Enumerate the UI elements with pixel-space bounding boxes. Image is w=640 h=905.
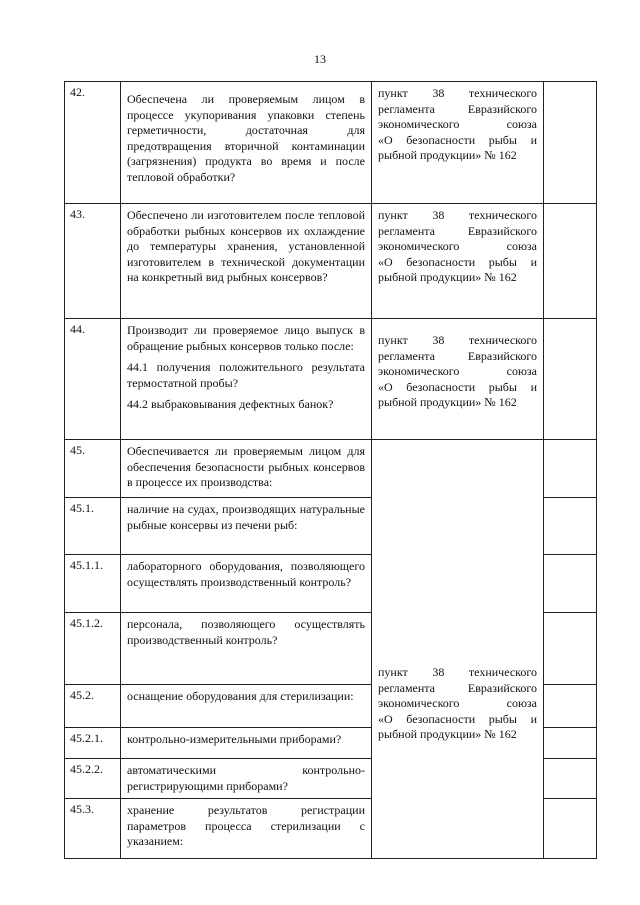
question-text: персонала, позволяющего осуществлять производственный контроль? bbox=[127, 617, 365, 647]
row-number-cell bbox=[65, 319, 121, 440]
table-row bbox=[65, 204, 597, 319]
row-number: 43. bbox=[70, 207, 85, 221]
reference-line: регламента Евразийского bbox=[378, 101, 537, 116]
question-cell bbox=[121, 759, 372, 799]
reference-cell bbox=[372, 319, 544, 440]
question-text: Обеспечена ли проверяемым лицом в процессе укупоривания упаковки степень герметичности, достаточная для предотвращения вторичной контаминации (загрязнения) продукта во время и после тепловой обработки? bbox=[127, 92, 365, 184]
reference-line: пункт 38 технического bbox=[378, 86, 537, 100]
reference-line: «О безопасности рыбы и bbox=[378, 711, 537, 726]
legal-reference bbox=[372, 204, 543, 286]
row-number-cell bbox=[65, 685, 121, 728]
answer-cell[interactable] bbox=[544, 685, 597, 728]
row-number: 45.1.1. bbox=[70, 558, 103, 572]
question-text: автоматическими контрольно-регистрирующими приборами? bbox=[127, 763, 365, 793]
question-text: Обеспечивается ли проверяемым лицом для обеспечения безопасности рыбных консервов в процессе их производства: bbox=[127, 444, 365, 489]
reference-line: «О безопасности рыбы и bbox=[378, 132, 537, 147]
table-row bbox=[65, 319, 597, 440]
question-text: хранение результатов регистрации параметров процесса стерилизации с указанием: bbox=[127, 803, 365, 848]
reference-cell bbox=[372, 204, 544, 319]
question-cell bbox=[121, 204, 372, 319]
reference-line: рыбной продукции» № 162 bbox=[378, 395, 517, 409]
row-number-cell bbox=[65, 498, 121, 555]
reference-line: экономического союза bbox=[378, 117, 537, 131]
reference-line: экономического союза bbox=[378, 364, 537, 378]
question-cell bbox=[121, 82, 372, 204]
question-cell bbox=[121, 555, 372, 613]
answer-cell[interactable] bbox=[544, 319, 597, 440]
question-intro: Производит ли проверяемое лицо выпуск в обращение рыбных консервов только после: bbox=[127, 323, 365, 353]
question-cell bbox=[121, 319, 372, 440]
row-number-cell bbox=[65, 613, 121, 685]
question-subitem: 44.1 получения положительного результата термостатной пробы? bbox=[127, 360, 365, 390]
legal-reference bbox=[372, 555, 543, 743]
row-number: 45. bbox=[70, 443, 85, 457]
row-number: 42. bbox=[70, 85, 85, 99]
row-number: 45.2. bbox=[70, 688, 94, 702]
row-number: 45.1. bbox=[70, 501, 94, 515]
answer-cell[interactable] bbox=[544, 440, 597, 498]
row-number-cell bbox=[65, 759, 121, 799]
question-text: контрольно-измерительными приборами? bbox=[127, 732, 342, 746]
reference-line: пункт 38 технического bbox=[378, 333, 537, 347]
reference-line: «О безопасности рыбы и bbox=[378, 379, 537, 394]
reference-line: «О безопасности рыбы и bbox=[378, 254, 537, 269]
question-text bbox=[121, 319, 371, 413]
question-text: лабораторного оборудования, позволяющего осуществлять производственный контроль? bbox=[127, 559, 365, 589]
row-number: 45.2.1. bbox=[70, 731, 103, 745]
question-text: оснащение оборудования для стерилизации: bbox=[127, 689, 354, 703]
reference-cell-merged bbox=[372, 440, 544, 859]
reference-line: пункт 38 технического bbox=[378, 665, 537, 680]
reference-line: рыбной продукции» № 162 bbox=[378, 727, 517, 742]
row-number-cell bbox=[65, 555, 121, 613]
question-text: Обеспечено ли изготовителем после тепловой обработки рыбных консервов их охлаждение до температуры хранения, установленной изготовителем в технической документации на конкретный вид рыбных консервов? bbox=[127, 208, 365, 284]
row-number-cell bbox=[65, 204, 121, 319]
question-cell bbox=[121, 613, 372, 685]
answer-cell[interactable] bbox=[544, 759, 597, 799]
table-row bbox=[65, 82, 597, 204]
answer-cell[interactable] bbox=[544, 555, 597, 613]
question-cell bbox=[121, 799, 372, 859]
question-cell bbox=[121, 440, 372, 498]
reference-line: пункт 38 технического bbox=[378, 208, 537, 222]
page-number: 13 bbox=[314, 52, 326, 66]
reference-line: рыбной продукции» № 162 bbox=[378, 148, 517, 162]
reference-cell bbox=[372, 82, 544, 204]
table-row bbox=[65, 440, 597, 498]
legal-reference bbox=[372, 82, 543, 164]
answer-cell[interactable] bbox=[544, 498, 597, 555]
reference-line: регламента Евразийского bbox=[378, 223, 537, 238]
row-number: 45.1.2. bbox=[70, 616, 103, 630]
question-cell bbox=[121, 728, 372, 759]
row-number-cell bbox=[65, 82, 121, 204]
answer-cell[interactable] bbox=[544, 613, 597, 685]
question-cell bbox=[121, 685, 372, 728]
reference-line: регламента Евразийского bbox=[378, 348, 537, 363]
row-number-cell bbox=[65, 440, 121, 498]
row-number: 44. bbox=[70, 322, 85, 336]
row-number-cell bbox=[65, 799, 121, 859]
question-subitem: 44.2 выбраковывания дефектных банок? bbox=[127, 397, 334, 411]
row-number: 45.2.2. bbox=[70, 762, 103, 776]
requirements-table bbox=[64, 81, 597, 859]
answer-cell[interactable] bbox=[544, 82, 597, 204]
reference-cell bbox=[544, 799, 597, 859]
answer-cell[interactable] bbox=[544, 728, 597, 759]
answer-cell[interactable] bbox=[544, 204, 597, 319]
reference-line: регламента Евразийского bbox=[378, 680, 537, 695]
legal-reference bbox=[372, 319, 543, 411]
reference-line: экономического союза bbox=[378, 239, 537, 253]
question-cell bbox=[121, 498, 372, 555]
row-number: 45.3. bbox=[70, 802, 94, 816]
question-text: наличие на судах, производящих натуральные рыбные консервы из печени рыб: bbox=[127, 502, 365, 532]
row-number-cell bbox=[65, 728, 121, 759]
reference-line: экономического союза bbox=[378, 696, 537, 711]
reference-line: рыбной продукции» № 162 bbox=[378, 270, 517, 284]
